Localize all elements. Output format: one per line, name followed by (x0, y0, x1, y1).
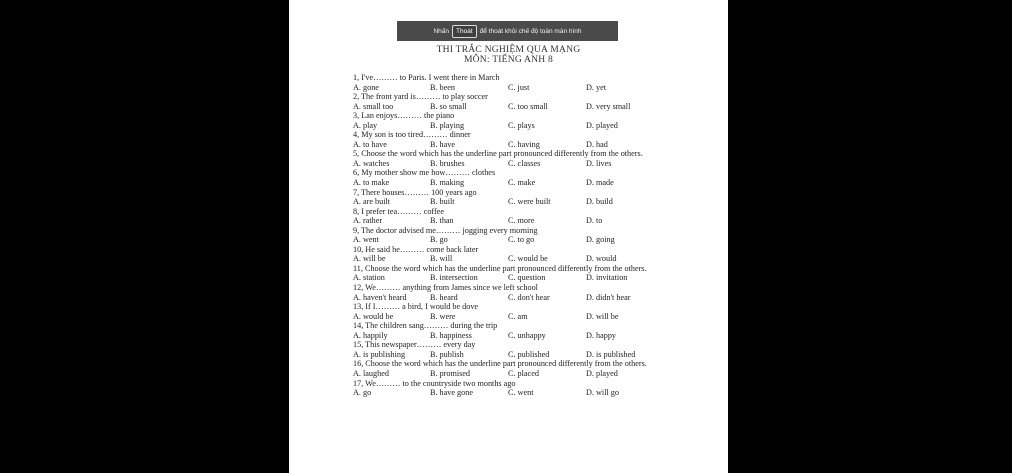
question-text: 6, My mother show me how……… clothes (353, 168, 496, 178)
question-list (353, 73, 723, 398)
question-text: 7, There houses……… 100 years ago (353, 187, 477, 197)
option-c[interactable]: C. too small (508, 101, 548, 111)
question-text: 13, If I……… a bird, I would be dove (353, 302, 479, 312)
option-c[interactable]: C. question (508, 273, 546, 283)
option-c[interactable]: C. to go (508, 235, 535, 245)
question-text: 2, The front yard is……… to play soccer (353, 92, 488, 102)
option-c[interactable]: C. would be (508, 254, 548, 264)
option-d[interactable]: D. played (586, 120, 618, 130)
option-c[interactable]: C. am (508, 311, 528, 321)
option-row (353, 293, 723, 303)
question-text: 3, Lan enjoys……… the piano (353, 111, 455, 121)
question-text: 11, Choose the word which has the underline part pronounced differently from the others. (353, 263, 647, 273)
option-a[interactable]: A. station (353, 273, 385, 283)
option-a[interactable]: A. rather (353, 216, 383, 226)
option-b[interactable]: B. so small (430, 101, 467, 111)
option-c[interactable]: C. placed (508, 368, 539, 378)
option-d[interactable]: D. build (586, 197, 613, 207)
exit-fullscreen-button[interactable]: Thoát (452, 25, 477, 38)
option-a[interactable]: A. would be (353, 311, 394, 321)
option-d[interactable]: D. made (586, 178, 614, 188)
option-a[interactable]: A. watches (353, 158, 390, 168)
option-row (353, 140, 723, 150)
option-a[interactable]: A. went (353, 235, 379, 245)
option-c[interactable]: C. went (508, 388, 534, 398)
option-row (353, 102, 723, 112)
option-b[interactable]: B. intersection (430, 273, 478, 283)
option-b[interactable]: B. were (430, 311, 456, 321)
option-d[interactable]: D. happy (586, 330, 617, 340)
option-a[interactable]: A. happily (353, 330, 388, 340)
option-d[interactable]: D. to (586, 216, 603, 226)
option-b[interactable]: B. promised (430, 368, 471, 378)
document-page (289, 0, 728, 473)
option-a[interactable]: A. are built (353, 197, 391, 207)
option-d[interactable]: D. will go (586, 388, 619, 398)
option-c[interactable]: C. just (508, 82, 530, 92)
option-c[interactable]: C. don't hear (508, 292, 550, 302)
banner-prefix: Nhấn (433, 27, 449, 35)
option-d[interactable]: D. going (586, 235, 615, 245)
option-row (353, 331, 723, 341)
option-b[interactable]: B. publish (430, 349, 464, 359)
option-c[interactable]: C. make (508, 178, 536, 188)
option-row (353, 273, 723, 283)
option-b[interactable]: B. go (430, 235, 448, 245)
option-b[interactable]: B. brushes (430, 158, 465, 168)
question-text: 14, The children sang……… during the trip (353, 321, 498, 331)
option-d[interactable]: D. will be (586, 311, 619, 321)
option-c[interactable]: C. plays (508, 120, 535, 130)
option-row (353, 178, 723, 188)
option-d[interactable]: D. had (586, 139, 608, 149)
option-b[interactable]: B. built (430, 197, 455, 207)
fullscreen-banner (397, 21, 618, 41)
option-d[interactable]: D. invitation (586, 273, 628, 283)
option-row (353, 159, 723, 169)
option-b[interactable]: B. will (430, 254, 453, 264)
option-d[interactable]: D. yet (586, 82, 607, 92)
option-row (353, 388, 723, 398)
option-c[interactable]: C. having (508, 139, 540, 149)
option-row (353, 216, 723, 226)
option-row (353, 254, 723, 264)
option-c[interactable]: C. unhappy (508, 330, 546, 340)
option-d[interactable]: D. didn't hear (586, 292, 631, 302)
option-b[interactable]: B. been (430, 82, 456, 92)
option-a[interactable]: A. is publishing (353, 349, 406, 359)
subject-title: MÔN: TIẾNG ANH 8 (463, 54, 554, 65)
option-d[interactable]: D. would (586, 254, 617, 264)
option-b[interactable]: B. playing (430, 120, 465, 130)
option-a[interactable]: A. will be (353, 254, 386, 264)
option-c[interactable]: C. more (508, 216, 535, 226)
option-b[interactable]: B. have gone (430, 388, 473, 398)
right-edge-strip (1012, 0, 1024, 473)
question-text: 9, The doctor advised me……… jogging every morning (353, 225, 538, 235)
option-a[interactable]: A. laughed (353, 368, 389, 378)
question-text: 12, We……… anything from James since we left school (353, 283, 538, 293)
option-a[interactable]: A. go (353, 388, 372, 398)
option-a[interactable]: A. gone (353, 82, 379, 92)
option-row (353, 312, 723, 322)
page-title: THI TRẮC NGHIỆM QUA MẠNG (436, 44, 581, 55)
option-a[interactable]: A. to make (353, 178, 390, 188)
option-c[interactable]: C. published (508, 349, 550, 359)
option-row (353, 369, 723, 379)
question-text: 16, Choose the word which has the underline part pronounced differently from the others. (353, 359, 647, 369)
option-d[interactable]: D. lives (586, 158, 612, 168)
option-d[interactable]: D. played (586, 368, 618, 378)
option-c[interactable]: C. classes (508, 158, 541, 168)
question-text: 10, He said he……… come back later (353, 244, 479, 254)
option-a[interactable]: A. play (353, 120, 378, 130)
option-b[interactable]: B. have (430, 139, 456, 149)
option-d[interactable]: D. is published (586, 349, 636, 359)
option-row (353, 83, 723, 93)
option-row (353, 121, 723, 131)
option-row (353, 350, 723, 360)
option-b[interactable]: B. happiness (430, 330, 472, 340)
question-text: 8, I prefer tea……… coffee (353, 206, 445, 216)
option-row (353, 197, 723, 207)
option-a[interactable]: A. small too (353, 101, 394, 111)
option-c[interactable]: C. were built (508, 197, 551, 207)
question-text: 15, This newspaper……… every day (353, 340, 476, 350)
option-b[interactable]: B. than (430, 216, 454, 226)
option-d[interactable]: D. very small (586, 101, 631, 111)
question-text: 5, Choose the word which has the underline part pronounced differently from the others. (353, 149, 643, 159)
option-a[interactable]: A. to have (353, 139, 387, 149)
option-b[interactable]: B. making (430, 178, 465, 188)
option-a[interactable]: A. haven't heard (353, 292, 407, 302)
option-row (353, 235, 723, 245)
question-text: 1, I've……… to Paris. I went there in March (353, 73, 500, 82)
banner-suffix: để thoát khỏi chế độ toàn màn hình (479, 27, 582, 35)
question-text: 17, We……… to the countryside two months ago (353, 378, 516, 388)
option-b[interactable]: B. heard (430, 292, 458, 302)
question-text: 4, My son is too tired……… dinner (353, 130, 471, 140)
